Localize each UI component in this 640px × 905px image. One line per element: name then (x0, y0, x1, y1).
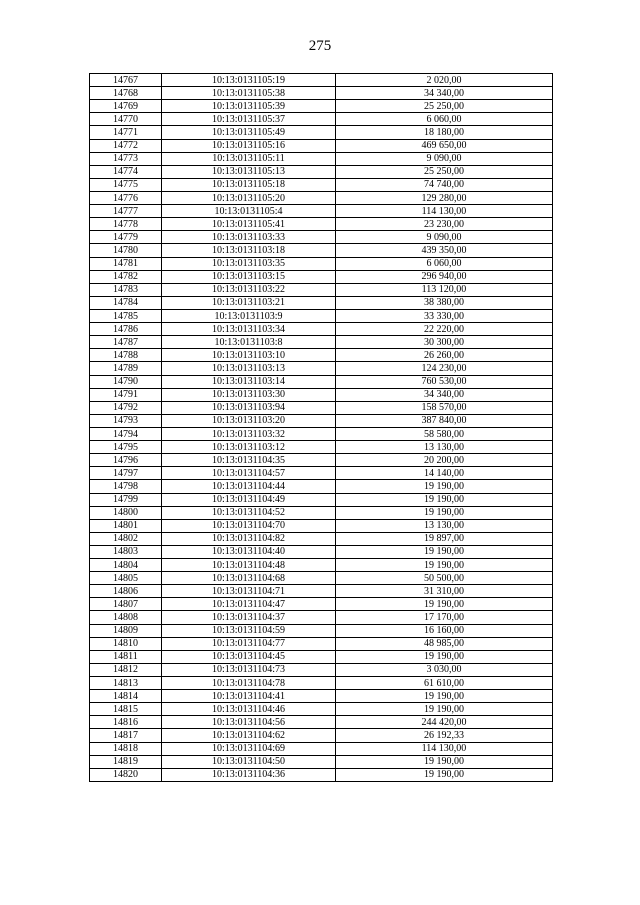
cadastral-number-cell: 10:13:0131105:18 (162, 178, 336, 191)
cadastral-number-cell: 10:13:0131103:94 (162, 401, 336, 414)
table-row (90, 336, 553, 349)
table-row (90, 139, 553, 152)
value-cell: 296 940,00 (336, 270, 553, 283)
value-cell: 760 530,00 (336, 375, 553, 388)
row-number-cell: 14774 (90, 165, 162, 178)
row-number-cell: 14780 (90, 244, 162, 257)
table-row (90, 87, 553, 100)
row-number-cell: 14787 (90, 336, 162, 349)
value-cell: 19 190,00 (336, 480, 553, 493)
value-cell: 26 260,00 (336, 349, 553, 362)
value-cell: 9 090,00 (336, 152, 553, 165)
table-row (90, 637, 553, 650)
value-cell: 113 120,00 (336, 283, 553, 296)
table-row (90, 559, 553, 572)
cadastral-number-cell: 10:13:0131103:15 (162, 270, 336, 283)
table-row (90, 768, 553, 781)
value-cell: 439 350,00 (336, 244, 553, 257)
cadastral-number-cell: 10:13:0131103:21 (162, 296, 336, 309)
row-number-cell: 14803 (90, 545, 162, 558)
value-cell: 19 190,00 (336, 493, 553, 506)
cadastral-number-cell: 10:13:0131103:20 (162, 414, 336, 427)
row-number-cell: 14785 (90, 309, 162, 322)
row-number-cell: 14805 (90, 572, 162, 585)
cadastral-number-cell: 10:13:0131104:68 (162, 572, 336, 585)
cadastral-number-cell: 10:13:0131105:11 (162, 152, 336, 165)
cadastral-number-cell: 10:13:0131104:62 (162, 729, 336, 742)
value-cell: 244 420,00 (336, 716, 553, 729)
row-number-cell: 14800 (90, 506, 162, 519)
row-number-cell: 14789 (90, 362, 162, 375)
cadastral-number-cell: 10:13:0131104:82 (162, 532, 336, 545)
cadastral-number-cell: 10:13:0131105:39 (162, 100, 336, 113)
value-cell: 114 130,00 (336, 742, 553, 755)
value-cell: 158 570,00 (336, 401, 553, 414)
cadastral-number-cell: 10:13:0131104:70 (162, 519, 336, 532)
table-row (90, 349, 553, 362)
table-row (90, 113, 553, 126)
value-cell: 23 230,00 (336, 218, 553, 231)
value-cell: 19 190,00 (336, 703, 553, 716)
cadastral-number-cell: 10:13:0131104:41 (162, 690, 336, 703)
table-row (90, 677, 553, 690)
row-number-cell: 14799 (90, 493, 162, 506)
value-cell: 20 200,00 (336, 454, 553, 467)
table-row (90, 716, 553, 729)
row-number-cell: 14806 (90, 585, 162, 598)
row-number-cell: 14772 (90, 139, 162, 152)
table-row (90, 427, 553, 440)
value-cell: 58 580,00 (336, 427, 553, 440)
value-cell: 19 190,00 (336, 650, 553, 663)
value-cell: 25 250,00 (336, 165, 553, 178)
value-cell: 18 180,00 (336, 126, 553, 139)
table-row (90, 506, 553, 519)
value-cell: 61 610,00 (336, 677, 553, 690)
cadastral-number-cell: 10:13:0131105:16 (162, 139, 336, 152)
row-number-cell: 14811 (90, 650, 162, 663)
table-row (90, 742, 553, 755)
value-cell: 25 250,00 (336, 100, 553, 113)
table-row (90, 244, 553, 257)
table-row (90, 257, 553, 270)
row-number-cell: 14804 (90, 559, 162, 572)
cadastral-number-cell: 10:13:0131105:20 (162, 191, 336, 204)
table-row (90, 283, 553, 296)
value-cell: 16 160,00 (336, 624, 553, 637)
row-number-cell: 14790 (90, 375, 162, 388)
cadastral-number-cell: 10:13:0131103:9 (162, 309, 336, 322)
cadastral-number-cell: 10:13:0131104:71 (162, 585, 336, 598)
cadastral-number-cell: 10:13:0131105:38 (162, 87, 336, 100)
row-number-cell: 14781 (90, 257, 162, 270)
value-cell: 34 340,00 (336, 388, 553, 401)
value-cell: 13 130,00 (336, 441, 553, 454)
table-row (90, 414, 553, 427)
value-cell: 6 060,00 (336, 257, 553, 270)
cadastral-number-cell: 10:13:0131103:34 (162, 323, 336, 336)
value-cell: 33 330,00 (336, 309, 553, 322)
table-row (90, 690, 553, 703)
cadastral-number-cell: 10:13:0131104:44 (162, 480, 336, 493)
parcel-value-table (89, 73, 553, 782)
value-cell: 129 280,00 (336, 191, 553, 204)
cadastral-number-cell: 10:13:0131103:14 (162, 375, 336, 388)
value-cell: 19 897,00 (336, 532, 553, 545)
cadastral-number-cell: 10:13:0131103:30 (162, 388, 336, 401)
table-row (90, 296, 553, 309)
cadastral-number-cell: 10:13:0131103:10 (162, 349, 336, 362)
value-cell: 19 190,00 (336, 755, 553, 768)
value-cell: 19 190,00 (336, 598, 553, 611)
value-cell: 34 340,00 (336, 87, 553, 100)
value-cell: 3 030,00 (336, 663, 553, 676)
value-cell: 19 190,00 (336, 559, 553, 572)
value-cell: 26 192,33 (336, 729, 553, 742)
cadastral-number-cell: 10:13:0131104:49 (162, 493, 336, 506)
table-body (90, 74, 553, 782)
cadastral-number-cell: 10:13:0131104:69 (162, 742, 336, 755)
row-number-cell: 14819 (90, 755, 162, 768)
value-cell: 2 020,00 (336, 74, 553, 87)
table-row (90, 388, 553, 401)
table-row (90, 532, 553, 545)
row-number-cell: 14810 (90, 637, 162, 650)
table-row (90, 663, 553, 676)
value-cell: 19 190,00 (336, 545, 553, 558)
table-row (90, 231, 553, 244)
table-row (90, 572, 553, 585)
table-row (90, 755, 553, 768)
row-number-cell: 14816 (90, 716, 162, 729)
cadastral-number-cell: 10:13:0131104:56 (162, 716, 336, 729)
row-number-cell: 14771 (90, 126, 162, 139)
row-number-cell: 14807 (90, 598, 162, 611)
value-cell: 6 060,00 (336, 113, 553, 126)
row-number-cell: 14792 (90, 401, 162, 414)
table-row (90, 401, 553, 414)
table-row (90, 270, 553, 283)
cadastral-number-cell: 10:13:0131103:18 (162, 244, 336, 257)
value-cell: 74 740,00 (336, 178, 553, 191)
row-number-cell: 14769 (90, 100, 162, 113)
table-row (90, 362, 553, 375)
value-cell: 114 130,00 (336, 205, 553, 218)
cadastral-number-cell: 10:13:0131103:35 (162, 257, 336, 270)
cadastral-number-cell: 10:13:0131103:22 (162, 283, 336, 296)
page-number: 275 (308, 38, 332, 54)
table-row (90, 493, 553, 506)
table-row (90, 519, 553, 532)
row-number-cell: 14770 (90, 113, 162, 126)
cadastral-number-cell: 10:13:0131105:13 (162, 165, 336, 178)
row-number-cell: 14768 (90, 87, 162, 100)
row-number-cell: 14788 (90, 349, 162, 362)
row-number-cell: 14784 (90, 296, 162, 309)
cadastral-number-cell: 10:13:0131104:59 (162, 624, 336, 637)
row-number-cell: 14798 (90, 480, 162, 493)
row-number-cell: 14777 (90, 205, 162, 218)
row-number-cell: 14820 (90, 768, 162, 781)
row-number-cell: 14778 (90, 218, 162, 231)
cadastral-number-cell: 10:13:0131104:36 (162, 768, 336, 781)
row-number-cell: 14773 (90, 152, 162, 165)
value-cell: 19 190,00 (336, 506, 553, 519)
cadastral-number-cell: 10:13:0131104:46 (162, 703, 336, 716)
cadastral-number-cell: 10:13:0131104:45 (162, 650, 336, 663)
row-number-cell: 14818 (90, 742, 162, 755)
value-cell: 38 380,00 (336, 296, 553, 309)
table-row (90, 323, 553, 336)
row-number-cell: 14794 (90, 427, 162, 440)
cadastral-number-cell: 10:13:0131104:77 (162, 637, 336, 650)
row-number-cell: 14791 (90, 388, 162, 401)
value-cell: 31 310,00 (336, 585, 553, 598)
row-number-cell: 14802 (90, 532, 162, 545)
cadastral-number-cell: 10:13:0131104:73 (162, 663, 336, 676)
cadastral-number-cell: 10:13:0131103:13 (162, 362, 336, 375)
table-row (90, 100, 553, 113)
table-row (90, 74, 553, 87)
value-cell: 19 190,00 (336, 690, 553, 703)
row-number-cell: 14779 (90, 231, 162, 244)
table-row (90, 585, 553, 598)
value-cell: 387 840,00 (336, 414, 553, 427)
cadastral-number-cell: 10:13:0131105:41 (162, 218, 336, 231)
table-row (90, 480, 553, 493)
table-row (90, 375, 553, 388)
cadastral-number-cell: 10:13:0131103:12 (162, 441, 336, 454)
value-cell: 14 140,00 (336, 467, 553, 480)
cadastral-number-cell: 10:13:0131105:19 (162, 74, 336, 87)
value-cell: 30 300,00 (336, 336, 553, 349)
table-row (90, 454, 553, 467)
table-row (90, 309, 553, 322)
cadastral-number-cell: 10:13:0131104:50 (162, 755, 336, 768)
table-row (90, 441, 553, 454)
table-row (90, 218, 553, 231)
table-row (90, 152, 553, 165)
cadastral-number-cell: 10:13:0131105:37 (162, 113, 336, 126)
row-number-cell: 14776 (90, 191, 162, 204)
value-cell: 124 230,00 (336, 362, 553, 375)
row-number-cell: 14795 (90, 441, 162, 454)
row-number-cell: 14817 (90, 729, 162, 742)
table-row (90, 191, 553, 204)
cadastral-number-cell: 10:13:0131103:8 (162, 336, 336, 349)
value-cell: 48 985,00 (336, 637, 553, 650)
table-row (90, 729, 553, 742)
row-number-cell: 14813 (90, 677, 162, 690)
value-cell: 9 090,00 (336, 231, 553, 244)
row-number-cell: 14782 (90, 270, 162, 283)
cadastral-number-cell: 10:13:0131104:47 (162, 598, 336, 611)
cadastral-number-cell: 10:13:0131104:78 (162, 677, 336, 690)
cadastral-number-cell: 10:13:0131103:33 (162, 231, 336, 244)
row-number-cell: 14783 (90, 283, 162, 296)
row-number-cell: 14793 (90, 414, 162, 427)
table-row (90, 611, 553, 624)
table-row (90, 467, 553, 480)
table-row (90, 703, 553, 716)
value-cell: 13 130,00 (336, 519, 553, 532)
row-number-cell: 14801 (90, 519, 162, 532)
value-cell: 22 220,00 (336, 323, 553, 336)
cadastral-number-cell: 10:13:0131105:4 (162, 205, 336, 218)
row-number-cell: 14808 (90, 611, 162, 624)
cadastral-number-cell: 10:13:0131104:40 (162, 545, 336, 558)
row-number-cell: 14786 (90, 323, 162, 336)
cadastral-number-cell: 10:13:0131104:52 (162, 506, 336, 519)
row-number-cell: 14796 (90, 454, 162, 467)
table-row (90, 650, 553, 663)
value-cell: 469 650,00 (336, 139, 553, 152)
cadastral-number-cell: 10:13:0131104:37 (162, 611, 336, 624)
row-number-cell: 14797 (90, 467, 162, 480)
table-row (90, 165, 553, 178)
value-cell: 19 190,00 (336, 768, 553, 781)
cadastral-number-cell: 10:13:0131103:32 (162, 427, 336, 440)
row-number-cell: 14814 (90, 690, 162, 703)
cadastral-number-cell: 10:13:0131104:35 (162, 454, 336, 467)
cadastral-number-cell: 10:13:0131105:49 (162, 126, 336, 139)
row-number-cell: 14775 (90, 178, 162, 191)
table-row (90, 624, 553, 637)
table-row (90, 178, 553, 191)
row-number-cell: 14812 (90, 663, 162, 676)
table-row (90, 545, 553, 558)
value-cell: 50 500,00 (336, 572, 553, 585)
table-row (90, 126, 553, 139)
table-row (90, 205, 553, 218)
row-number-cell: 14809 (90, 624, 162, 637)
cadastral-number-cell: 10:13:0131104:57 (162, 467, 336, 480)
table-row (90, 598, 553, 611)
row-number-cell: 14815 (90, 703, 162, 716)
cadastral-number-cell: 10:13:0131104:48 (162, 559, 336, 572)
value-cell: 17 170,00 (336, 611, 553, 624)
row-number-cell: 14767 (90, 74, 162, 87)
